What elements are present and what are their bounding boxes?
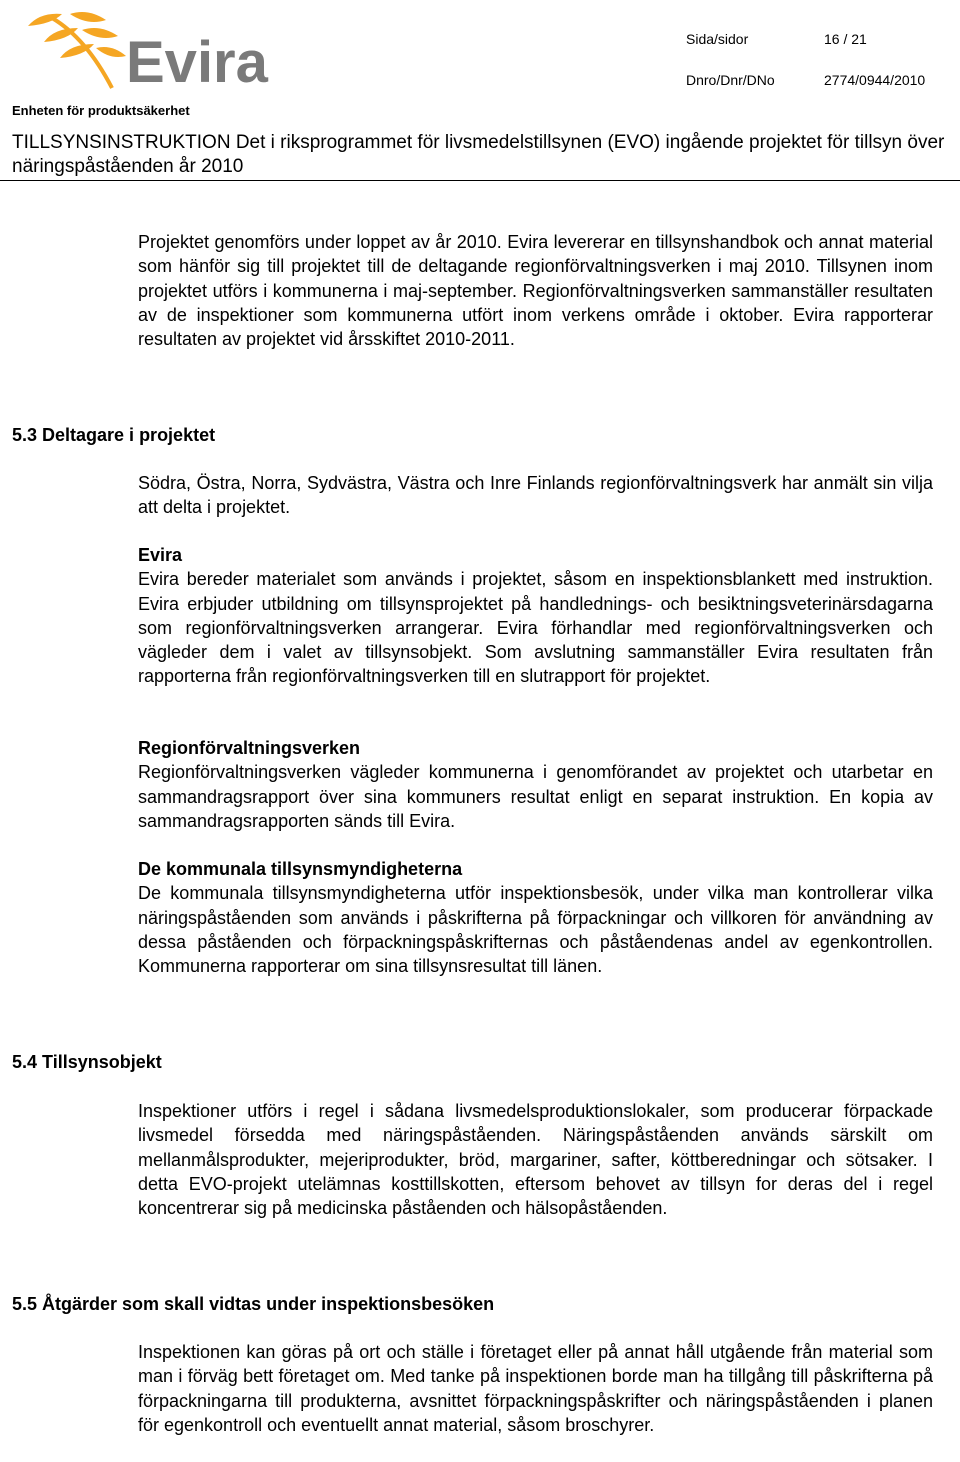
header-divider — [0, 180, 960, 181]
participants-text: Södra, Östra, Norra, Sydvästra, Västra och Inre Finlands regionförvaltningsverk har anmält sin vilja att delta i projektet. — [138, 473, 933, 518]
org-unit: Enheten för produktsäkerhet — [12, 103, 190, 118]
intro-paragraph — [138, 230, 933, 351]
ref-label: Dnro/Dnr/DNo — [686, 72, 775, 88]
section-5-3-heading: 5.3 Deltagare i projektet — [12, 425, 216, 445]
evira-block — [138, 543, 933, 689]
municipal-block — [138, 857, 933, 978]
evira-text: Evira bereder materialet som används i projektet, såsom en inspektionsblankett med instruktion. Evira erbjuder utbildning om tillsynsprojektet på handlednings- och besiktningsveterinärsdagarna som regionförvaltningsverken arrangerar. Evira förhandlar med regionförvaltningsverken och vägleder dem i valet av tillsynsobjekt. Som avslutning sammanställer Evira resultaten från rapporterna från regionförvaltningsverken till en slutrapport för projektet. — [138, 569, 933, 687]
evira-logo — [22, 8, 272, 90]
region-block — [138, 736, 933, 833]
section-5-5-paragraph — [138, 1340, 933, 1437]
section-5-4-text: Inspektioner utförs i regel i sådana livsmedelsproduktionslokaler, som producerar förpackade livsmedel försedda med näringspåståenden. Näringspåståenden används särskilt om mellanmålsprodukter, mejeriprodukter, bröd, margariner, safter, köttberedningar och sötsaker. I detta EVO-projekt utelämnas kosttillskotten, eftersom behovet av tillsyn for deras del i regel koncentrerar sig på medicinska påståenden och hälsopåståenden. — [138, 1101, 933, 1219]
municipal-text: De kommunala tillsynsmyndigheterna utför inspektionsbesök, under vilka man kontrollerar vilka näringspåståenden som används i påskrifterna på förpackningar och villkoren för användning av dessa påståenden och förpackningspåskrifternas och påståendenas andel av egenkontrollen. Kommunerna rapporterar om sina tillsynsresultat till länen. — [138, 883, 933, 977]
logo-text: Evira — [126, 30, 268, 90]
section-5-4-paragraph — [138, 1099, 933, 1220]
municipal-subheading: De kommunala tillsynsmyndigheterna — [138, 859, 463, 879]
page-label: Sida/sidor — [686, 31, 749, 47]
intro-text: Projektet genomförs under loppet av år 2010. Evira levererar en tillsynshandbok och annat material som hänför sig till projektet till de deltagande regionförvaltningsverken i maj 2010. Tillsynen inom projektet utförs i kommunerna i maj-september. Regionförvaltningsverken sammanställer resultaten av de inspektioner som kommunerna utfört inom verkens område i oktober. Evira rapporterar resultaten av projektet vid årsskiftet 2010-2011. — [138, 232, 933, 350]
section-5-5-text: Inspektionen kan göras på ort och ställe i företaget eller på annat håll utgående från material som man i förväg bett företaget om. Med tanke på inspektionen borde man ha tillgång till påskrifterna på förpackningarna till produkterna, avsnittet förpackningspåskrifter och näringspåståenden i planen för egenkontroll och eventuellt annat material, såsom broschyrer. — [138, 1342, 933, 1435]
ref-value: 2774/0944/2010 — [824, 72, 926, 88]
region-subheading: Regionförvaltningsverken — [138, 738, 361, 758]
evira-subheading: Evira — [138, 545, 183, 565]
section-5-4-heading: 5.4 Tillsynsobjekt — [12, 1052, 162, 1072]
section-5-3-intro — [138, 471, 933, 520]
document-title: TILLSYNSINSTRUKTION Det i riksprogrammet för livsmedelstillsynen (EVO) ingående projektet för tillsyn över näringspåståenden år 2010 — [12, 132, 945, 177]
wheat-icon — [28, 12, 126, 88]
region-text: Regionförvaltningsverken vägleder kommunerna i genomförandet av projektet och utarbetar en sammandragsrapport över sina kommuners resultat enligt en separat instruktion. En kopia av sammandragsrapporten sänds till Evira. — [138, 762, 933, 831]
section-5-5-heading: 5.5 Åtgärder som skall vidtas under inspektionsbesöken — [12, 1294, 495, 1314]
page-value: 16 / 21 — [824, 31, 867, 47]
